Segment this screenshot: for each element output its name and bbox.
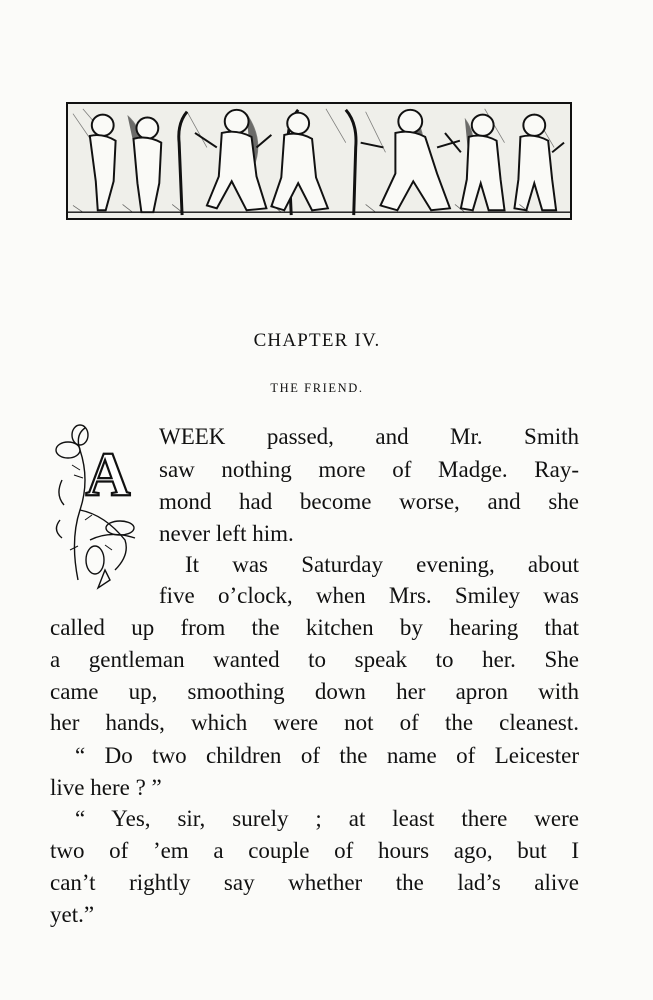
text-line: came up, smoothing down her apron with: [50, 679, 579, 704]
chapter-header-illustration: [66, 102, 572, 220]
text-line: called up from the kitchen by hearing that: [50, 615, 579, 640]
chapter-heading: CHAPTER IV.: [253, 330, 381, 351]
drop-cap-letter: A: [85, 441, 131, 509]
text-line: live here ? ”: [50, 775, 162, 800]
text-line: It was Saturday evening, about: [185, 552, 579, 577]
text-line: her hands, which were not of the cleanest.: [50, 710, 579, 735]
chapter-subtitle: THE FRIEND.: [270, 381, 364, 395]
ornamental-initial-letter: [50, 420, 150, 590]
text-line: five o’clock, when Mrs. Smiley was: [159, 583, 579, 608]
text-line: yet.”: [50, 902, 95, 927]
text-line: never left him.: [159, 521, 294, 546]
floral-initial-ornament: [50, 420, 150, 590]
text-line: mond had become worse, and she: [159, 489, 579, 514]
text-line: two of ’em a couple of hours ago, but I: [50, 838, 579, 863]
text-line: WEEK passed, and Mr. Smith: [159, 424, 579, 449]
text-line: “ Do two children of the name of Leicester: [75, 743, 579, 768]
text-line: “ Yes, sir, surely ; at least there were: [75, 806, 579, 831]
cherub-frieze-image: [68, 104, 570, 218]
text-line: a gentleman wanted to speak to her. She: [50, 647, 579, 672]
text-line: can’t rightly say whether the lad’s alive: [50, 870, 579, 895]
text-line: saw nothing more of Madge. Ray-: [159, 457, 579, 482]
